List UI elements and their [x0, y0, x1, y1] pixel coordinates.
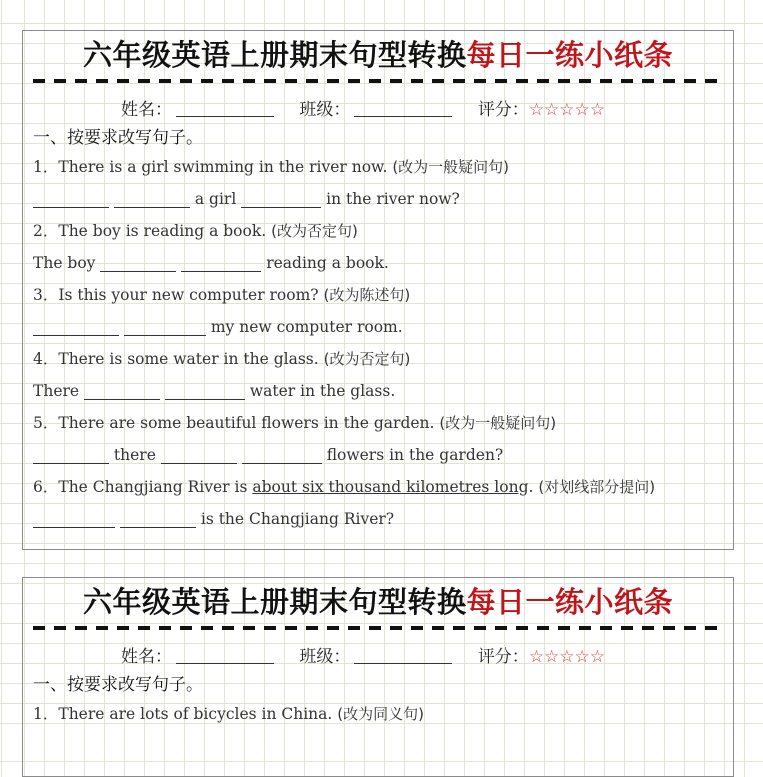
answer-blank[interactable]: [241, 189, 321, 208]
question-text: 1．There is a girl swimming in the river now.: [33, 158, 393, 176]
question-6: [23, 471, 733, 503]
score-label: 评分：: [477, 647, 529, 667]
question-5: [23, 407, 733, 439]
dashed-divider: [33, 626, 723, 630]
answer-blank[interactable]: [33, 317, 119, 336]
student-info-row: [23, 642, 733, 672]
title-black: 六年级英语上册期末句型转换: [82, 585, 467, 619]
question-instruction: (改为一般疑问句): [392, 158, 510, 176]
answer-text: flowers in the garden?: [321, 446, 504, 464]
name-label: 姓名：: [121, 647, 172, 667]
star-rating-icon[interactable]: ☆☆☆☆☆: [528, 100, 606, 120]
answer-blank[interactable]: [114, 189, 190, 208]
answer-text: reading a book.: [261, 254, 389, 272]
question-text: 6．The Changjiang River is: [33, 478, 253, 496]
answer-blank[interactable]: [33, 509, 115, 528]
question-4: [23, 343, 733, 375]
question-instruction: (改为一般疑问句): [439, 414, 557, 432]
name-blank[interactable]: [176, 98, 274, 117]
question-instruction: (对划线部分提问): [538, 478, 656, 496]
question-instruction: (改为同义句): [337, 705, 424, 723]
title-black: 六年级英语上册期末句型转换: [82, 38, 467, 72]
worksheet-title: [23, 37, 733, 73]
question-text: 4．There is some water in the glass.: [33, 350, 324, 368]
worksheet-card-1: [22, 30, 734, 550]
answer-blank[interactable]: [181, 253, 261, 272]
dashed-divider: [33, 79, 723, 83]
answer-1: [23, 183, 733, 215]
answer-blank[interactable]: [124, 317, 206, 336]
worksheet-card-2: [22, 577, 734, 777]
question-instruction: (改为否定句): [271, 222, 358, 240]
answer-text: water in the glass.: [244, 382, 396, 400]
answer-blank[interactable]: [84, 381, 160, 400]
answer-text: in the river now?: [321, 190, 460, 208]
answer-blank[interactable]: [33, 445, 109, 464]
answer-3: [23, 311, 733, 343]
answer-4: [23, 375, 733, 407]
question-text: 5．There are some beautiful flowers in the garden.: [33, 414, 440, 432]
answer-text: The boy: [33, 254, 101, 272]
class-blank[interactable]: [354, 645, 452, 664]
question-3: [23, 279, 733, 311]
answer-blank[interactable]: [100, 253, 176, 272]
answer-blank[interactable]: [120, 509, 196, 528]
class-blank[interactable]: [354, 98, 452, 117]
answer-6: [23, 503, 733, 535]
question-text: 3．Is this your new computer room?: [33, 286, 324, 304]
score-label: 评分：: [477, 100, 529, 120]
question-text: 2．The boy is reading a book.: [33, 222, 272, 240]
name-blank[interactable]: [176, 645, 274, 664]
class-label: 班级：: [299, 647, 351, 667]
answer-text: there: [109, 446, 161, 464]
question-1: [23, 151, 733, 183]
section-title: 一、按要求改写句子。: [33, 675, 203, 695]
title-red: 每日一练小纸条: [466, 38, 674, 72]
star-rating-icon[interactable]: ☆☆☆☆☆: [528, 647, 606, 667]
answer-text: a girl: [189, 190, 242, 208]
underlined-phrase: about six thousand kilometres long: [252, 478, 529, 496]
section-title: 一、按要求改写句子。: [33, 128, 203, 148]
question-1: [23, 698, 733, 730]
answer-blank[interactable]: [161, 445, 237, 464]
question-text: 1．There are lots of bicycles in China.: [33, 705, 338, 723]
title-red: 每日一练小纸条: [466, 585, 674, 619]
question-instruction: (改为否定句): [323, 350, 411, 368]
question-2: [23, 215, 733, 247]
answer-5: [23, 439, 733, 471]
answer-text: There: [33, 382, 85, 400]
worksheet-title: [23, 584, 733, 620]
answer-blank[interactable]: [165, 381, 245, 400]
answer-text: is the Changjiang River?: [195, 510, 395, 528]
answer-text: my new computer room.: [205, 318, 403, 336]
name-label: 姓名：: [121, 100, 172, 120]
answer-blank[interactable]: [33, 189, 109, 208]
question-text: .: [528, 478, 539, 496]
question-instruction: (改为陈述句): [323, 286, 411, 304]
class-label: 班级：: [299, 100, 351, 120]
answer-2: [23, 247, 733, 279]
student-info-row: [23, 95, 733, 125]
answer-blank[interactable]: [242, 445, 322, 464]
